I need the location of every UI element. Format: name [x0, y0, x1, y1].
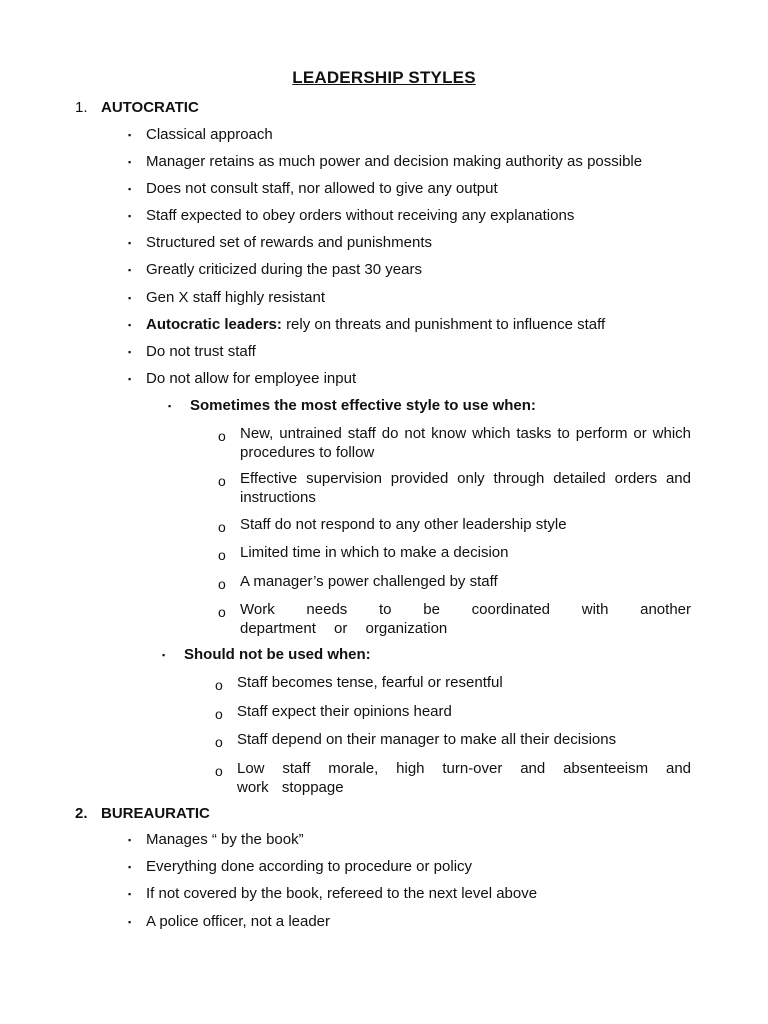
- square-bullet-icon: ▪: [128, 374, 132, 384]
- square-bullet-icon: ▪: [128, 184, 132, 194]
- section-title: AUTOCRATIC: [101, 99, 199, 116]
- circle-bullet-icon: o: [215, 706, 223, 722]
- square-bullet-icon: ▪: [162, 650, 166, 660]
- circle-bullet-icon: o: [218, 604, 226, 620]
- square-bullet-icon: ▪: [128, 157, 132, 167]
- circle-bullet-icon: o: [218, 473, 226, 489]
- square-bullet-icon: ▪: [128, 917, 132, 927]
- section-number: 2.: [75, 805, 88, 822]
- circle-bullet-icon: o: [218, 428, 226, 444]
- circle-bullet-icon: o: [215, 763, 223, 779]
- document-page: LEADERSHIP STYLES 1. AUTOCRATIC ▪ Classical approach ▪ Manager retains as much power and decision making authority as possible ▪ Does not consult staff, nor allowed to give any output ▪ Staff expected to obey orders without receiving any explanations ▪ Structured set of rewards and punishments ▪ Greatly criticized during the past 30 years ▪ Gen X staff highly resistant ▪ Autocratic leaders: rely on threats and punishment to influence staff ▪ Do not trust staff ▪ Do not allow for employee input ▪ Sometimes the most effective style to use when: o New, untrained staff do not know which tasks to perform or which procedures to follow o Effective supervision provided only through detailed orders and instructions o Staff do not respond to any other leadership style o Limited time in which to make a decision o A manager’s power challenged by staff o Work needs to be coordinated with another department or organization ▪ Should not be used when: o Staff becomes tense, fearful or resentful o Staff expect their opinions heard o Staff depend on their manager to make all their decisions o Low staff morale, high turn-over and absenteeism and work stoppage 2. BUREAURATIC ▪ Manages “ by the book” ▪ Everything done according to procedure or policy ▪ If not covered by the book, refereed to the next level above ▪ A police officer, not a leader: [0, 0, 768, 1024]
- circle-bullet-icon: o: [215, 677, 223, 693]
- square-bullet-icon: ▪: [128, 320, 132, 330]
- circle-bullet-icon: o: [218, 576, 226, 592]
- square-bullet-icon: ▪: [128, 835, 132, 845]
- bold-term: Autocratic leaders:: [146, 316, 282, 333]
- square-bullet-icon: ▪: [168, 401, 172, 411]
- section-title: BUREAURATIC: [101, 805, 210, 822]
- square-bullet-icon: ▪: [128, 862, 132, 872]
- square-bullet-icon: ▪: [128, 238, 132, 248]
- circle-bullet-icon: o: [218, 519, 226, 535]
- square-bullet-icon: ▪: [128, 265, 132, 275]
- square-bullet-icon: ▪: [128, 211, 132, 221]
- square-bullet-icon: ▪: [128, 293, 132, 303]
- square-bullet-icon: ▪: [128, 130, 132, 140]
- square-bullet-icon: ▪: [128, 889, 132, 899]
- circle-bullet-icon: o: [218, 547, 226, 563]
- section-number: 1.: [75, 99, 88, 116]
- document-title: LEADERSHIP STYLES: [292, 68, 476, 87]
- circle-bullet-icon: o: [215, 734, 223, 750]
- square-bullet-icon: ▪: [128, 347, 132, 357]
